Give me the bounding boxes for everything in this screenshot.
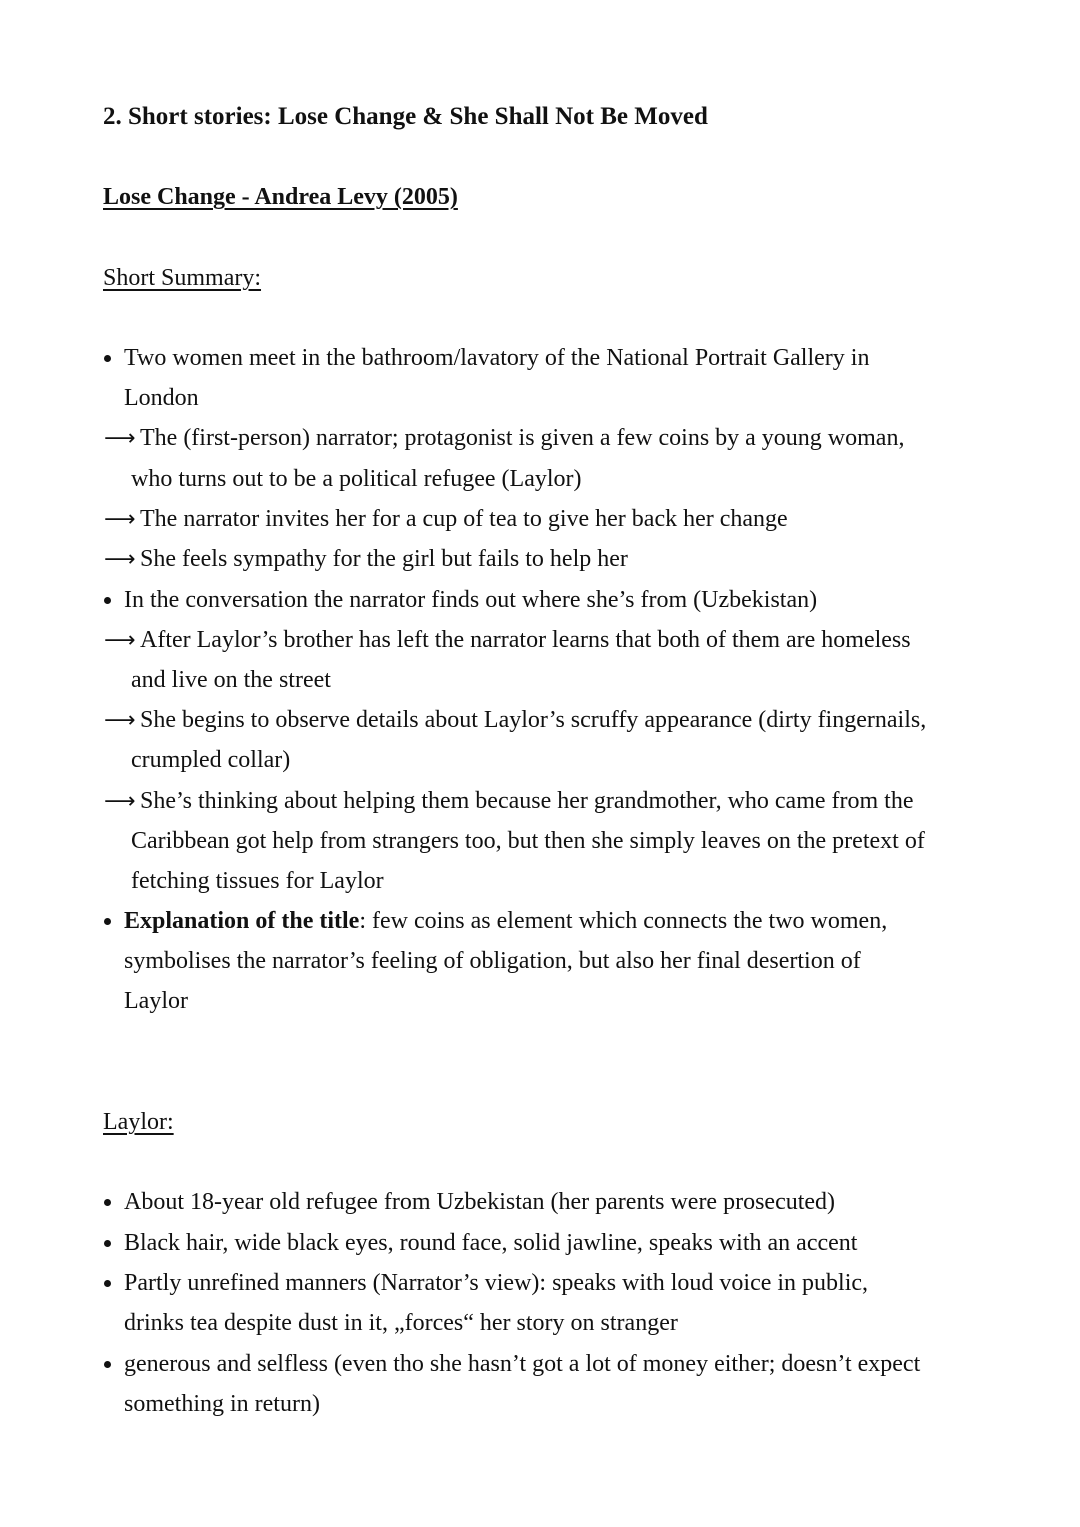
title-explanation-label: Explanation of the title xyxy=(124,908,360,934)
summary-line: Caribbean got help from strangers too, but then she simply leaves on the pretext of xyxy=(131,828,925,854)
section-title: Lose Change - Andrea Levy (2005) xyxy=(103,184,458,210)
bullet-icon xyxy=(104,1240,111,1247)
laylor-line: something in return) xyxy=(124,1391,320,1417)
summary-line: and live on the street xyxy=(131,667,331,693)
summary-label: Short Summary: xyxy=(103,265,262,291)
arrow-right-icon: ⟶ xyxy=(104,708,136,733)
laylor-line: Black hair, wide black eyes, round face, solid jawline, speaks with an accent xyxy=(124,1230,858,1256)
summary-line: symbolises the narrator’s feeling of obligation, but also her final desertion of xyxy=(124,948,861,974)
bullet-icon xyxy=(104,1361,111,1368)
laylor-line: About 18-year old refugee from Uzbekistan (her parents were prosecuted) xyxy=(124,1189,836,1215)
arrow-right-icon: ⟶ xyxy=(104,547,136,572)
summary-line: The (first-person) narrator; protagonist is given a few coins by a young woman, xyxy=(140,425,905,451)
arrow-right-icon: ⟶ xyxy=(104,507,136,532)
bullet-icon xyxy=(104,355,111,362)
laylor-label: Laylor: xyxy=(103,1109,174,1135)
summary-line: She’s thinking about helping them because her grandmother, who came from the xyxy=(140,788,914,814)
laylor-line: generous and selfless (even tho she hasn’t got a lot of money either; doesn’t expect xyxy=(124,1351,921,1377)
page-heading: 2. Short stories: Lose Change & She Shall Not Be Moved xyxy=(103,103,708,130)
summary-line: The narrator invites her for a cup of tea to give her back her change xyxy=(140,506,788,532)
summary-line: In the conversation the narrator finds out where she’s from (Uzbekistan) xyxy=(124,587,818,613)
title-explanation-line xyxy=(124,906,887,936)
laylor-line: Partly unrefined manners (Narrator’s view): speaks with loud voice in public, xyxy=(124,1270,869,1296)
title-explanation-text: : few coins as element which connects the two women, xyxy=(359,908,888,934)
arrow-right-icon: ⟶ xyxy=(104,789,136,814)
summary-line: crumpled collar) xyxy=(131,747,291,773)
bullet-icon xyxy=(104,1280,111,1287)
summary-line: fetching tissues for Laylor xyxy=(131,868,384,894)
summary-line: who turns out to be a political refugee (Laylor) xyxy=(131,466,582,492)
summary-line: After Laylor’s brother has left the narrator learns that both of them are homeless xyxy=(140,627,911,653)
arrow-right-icon: ⟶ xyxy=(104,426,136,451)
summary-line: Laylor xyxy=(124,988,188,1014)
summary-line: London xyxy=(124,385,199,411)
bullet-icon xyxy=(104,918,111,925)
summary-line: She feels sympathy for the girl but fails to help her xyxy=(140,546,628,572)
bullet-icon xyxy=(104,597,111,604)
laylor-line: drinks tea despite dust in it, „forces“ her story on stranger xyxy=(124,1310,678,1336)
summary-line: She begins to observe details about Laylor’s scruffy appearance (dirty fingernails, xyxy=(140,707,927,733)
bullet-icon xyxy=(104,1199,111,1206)
arrow-right-icon: ⟶ xyxy=(104,628,136,653)
summary-line: Two women meet in the bathroom/lavatory of the National Portrait Gallery in xyxy=(124,345,870,371)
